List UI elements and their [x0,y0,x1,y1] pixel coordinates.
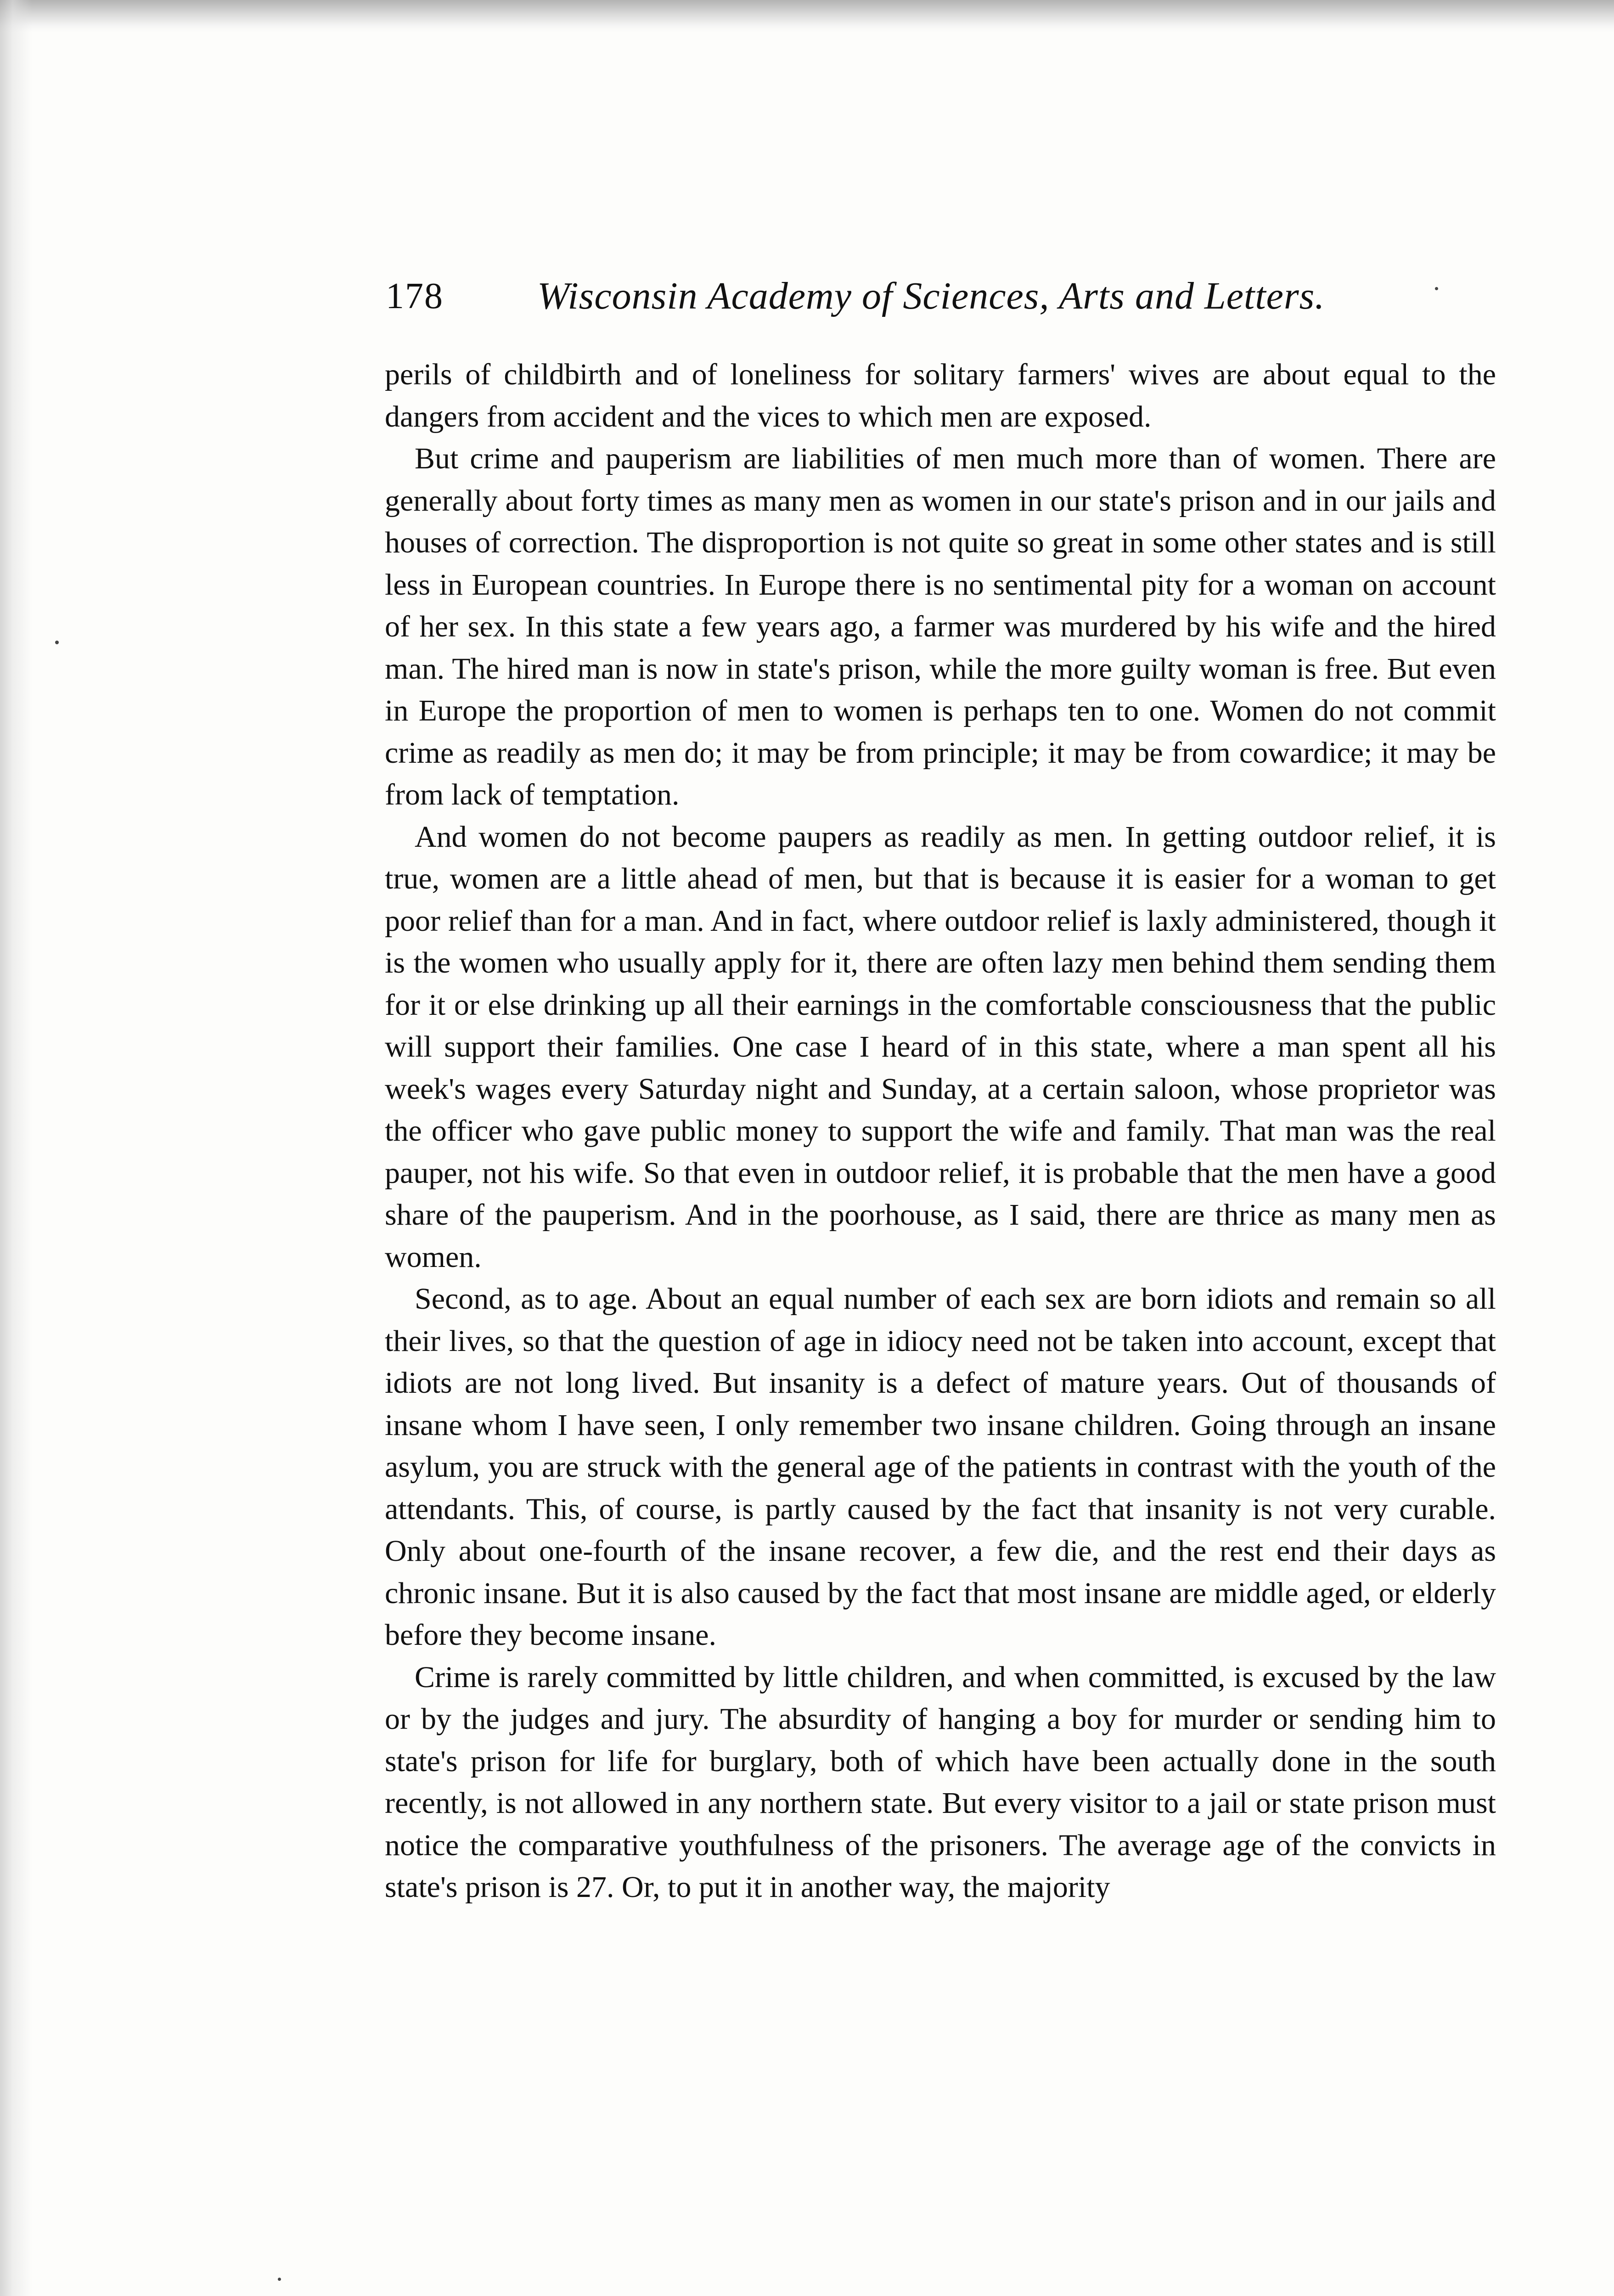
page-number: 178 [386,276,444,316]
paragraph-continued: perils of childbirth and of loneliness for solitary farmers' wives are about equal to the dangers from accident and the vices to which men are exposed. [385,358,1496,433]
paragraph-age: Second, as to age. About an equal number of each sex are born idiots and remain so all their lives, so that the question of age in idiocy need not be taken into account, except that idiots are not long lived. But insanity is a defect of mature years. Out of thousands of insane whom I have seen, I only remember two insane children. Going through an insane asylum, you are struck with the general age of the patients in contrast with the youth of the attendants. This, of course, is partly caused by the fact that insanity is not very curable. Only about one-fourth of the insane recover, a few die, and the rest end their days as chronic insane. But it is also caused by the fact that most insane are middle aged, or elderly before they become insane. [385,1282,1496,1652]
scan-speck [278,2278,281,2281]
scan-edge-top [0,0,1614,32]
running-title: Wisconsin Academy of Sciences, Arts and Letters. [537,275,1325,317]
paragraph-crime-children: Crime is rarely committed by little children, and when committed, is excused by the law or by the judges and jury. The absurdity of hanging a boy for murder or sending him to state's prison for life for burglary, both of which have been actually done in the south recently, is not allowed in any northern state. But every visitor to a jail or state prison must notice the comparative youthfulness of the prisoners. The average age of the convicts in state's prison is 27. Or, to put it in another way, the majority [385,1660,1496,1904]
page-header [386,271,1502,321]
body-text [385,354,1496,1908]
paragraph-crime-pauperism: But crime and pauperism are liabilities of men much more than of women. There are generally about forty times as many men as women in our state's prison and in our jails and houses of correction. The disproportion is not quite so great in some other states and is still less in European countries. In Europe there is no sentimental pity for a woman on account of her sex. In this state a few years ago, a farmer was murdered by his wife and the hired man. The hired man is now in state's prison, while the more guilty woman is free. But even in Europe the proportion of men to women is perhaps ten to one. Women do not commit crime as readily as men do; it may be from principle; it may be from cowardice; it may be from lack of temptation. [385,442,1496,811]
paragraph-paupers: And women do not become paupers as readily as men. In getting outdoor relief, it is true, women are a little ahead of men, but that is because it is easier for a woman to get poor relief than for a man. And in fact, where outdoor relief is laxly administered, though it is the women who usually apply for it, there are often lazy men behind them sending them for it or else drinking up all their earnings in the comfortable consciousness that the public will support their families. One case I heard of in this state, where a man spent all his week's wages every Saturday night and Sunday, at a certain saloon, whose proprietor was the officer who gave public money to support the wife and family. That man was the real pauper, not his wife. So that even in outdoor relief, it is probable that the men have a good share of the pauperism. And in the poorhouse, as I said, there are thrice as many men as women. [385,820,1496,1274]
scan-edge-left [0,0,32,2296]
scan-speck [55,641,59,644]
